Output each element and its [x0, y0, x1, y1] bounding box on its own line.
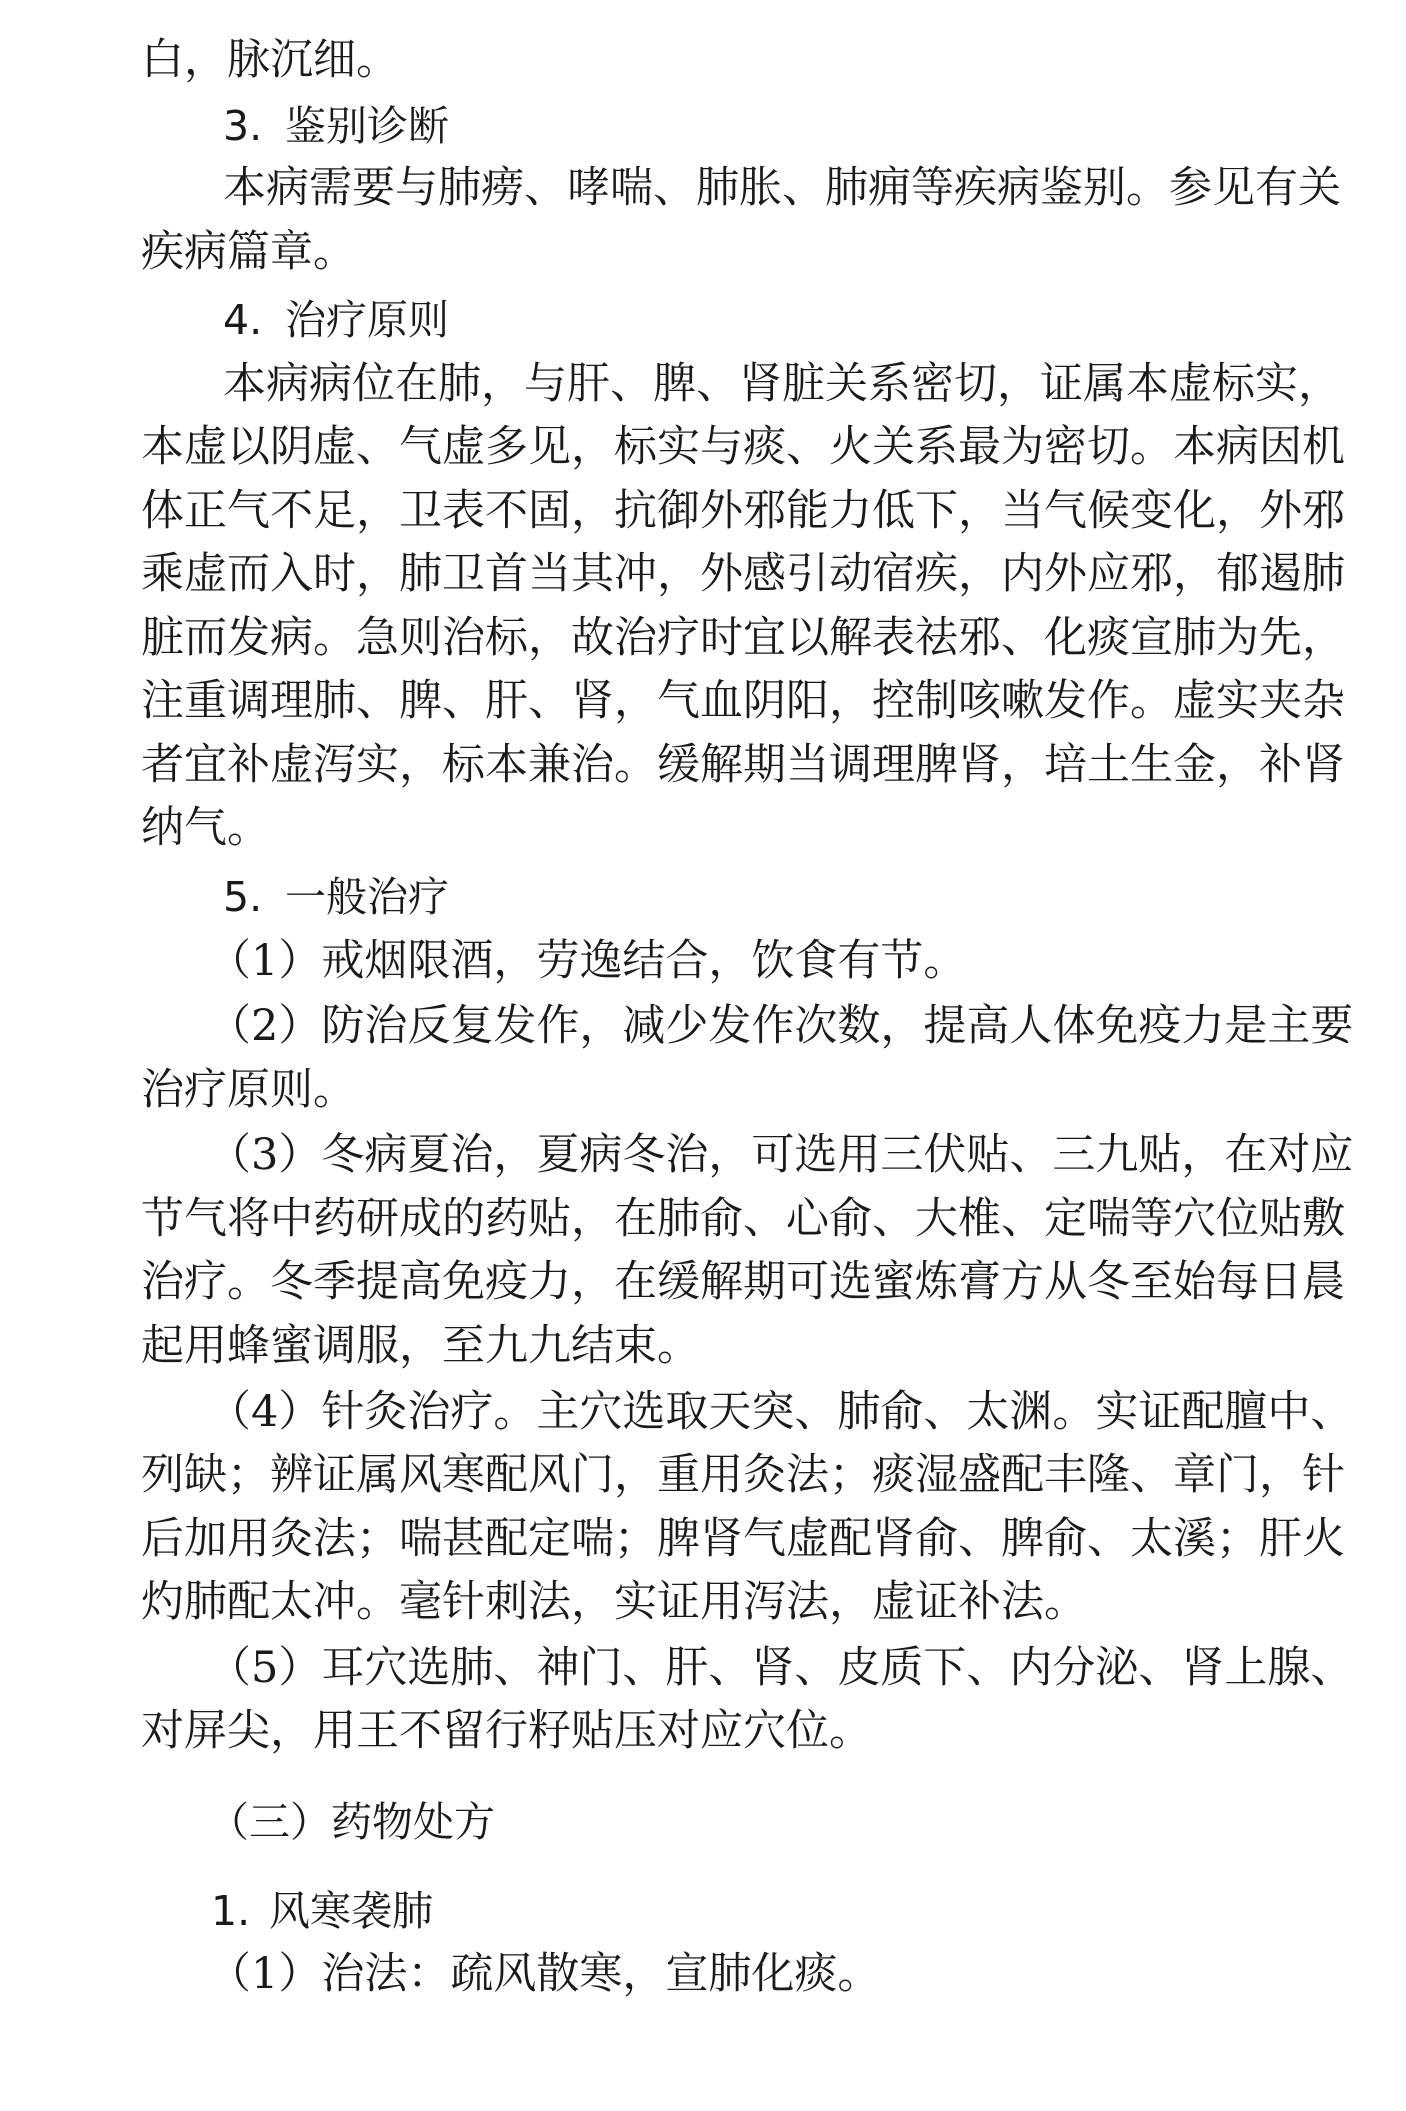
section-heading-treatment-principle [223, 288, 449, 352]
section-title: 鉴别诊断 [285, 102, 449, 150]
list-item-line: （1）治法：疏风散寒，宣肺化痰。 [208, 1949, 881, 1999]
paragraph-line: 体正气不足，卫表不固，抗御外邪能力低下，当气候变化，外邪 [141, 486, 1345, 536]
paragraph-line: 本病需要与肺痨、哮喘、肺胀、肺痈等疾病鉴别。参见有关 [223, 163, 1341, 213]
list-item-line: （1）戒烟限酒，劳逸结合，饮食有节。 [208, 936, 967, 986]
paragraph-line: 注重调理肺、脾、肝、肾，气血阴阳，控制咳嗽发作。虚实夹杂 [141, 676, 1345, 726]
list-item-line: 列缺；辨证属风寒配风门，重用灸法；痰湿盛配丰隆、章门，针 [141, 1450, 1345, 1500]
section-heading-differential-diagnosis [223, 94, 449, 158]
paragraph-line: 本虚以阴虚、气虚多见，标实与痰、火关系最为密切。本病因机 [141, 422, 1345, 472]
section-title: 一般治疗 [285, 873, 449, 921]
paragraph-line: 白，脉沉细。 [141, 35, 399, 85]
paragraph-line: 乘虚而入时，肺卫首当其冲，外感引动宿疾，内外应邪，郁遏肺 [141, 549, 1345, 599]
list-item-line: 治疗。冬季提高免疫力，在缓解期可选蜜炼膏方从冬至始每日晨 [141, 1257, 1345, 1307]
paragraph-line: 脏而发病。急则治标，故治疗时宜以解表祛邪、化痰宣肺为先， [141, 613, 1345, 663]
list-item-line: （4）针灸治疗。主穴选取天突、肺俞、太渊。实证配膻中、 [208, 1387, 1354, 1437]
list-item-line: 治疗原则。 [141, 1065, 356, 1115]
subsection-heading-wind-cold [211, 1879, 433, 1943]
paragraph-line: 者宜补虚泻实，标本兼治。缓解期当调理脾肾，培土生金，补肾 [141, 740, 1345, 790]
list-item-line: 灼肺配太冲。毫针刺法，实证用泻法，虚证补法。 [141, 1577, 1087, 1627]
paragraph-line: 疾病篇章。 [141, 227, 356, 277]
section-number: 1. [211, 1887, 251, 1935]
section-number: 5. [223, 873, 263, 921]
list-item-line: （2）防治反复发作，减少发作次数，提高人体免疫力是主要 [208, 1001, 1354, 1051]
list-item-line: （5）耳穴选肺、神门、肝、肾、皮质下、内分泌、肾上腺、 [208, 1643, 1354, 1693]
list-item-line: 后加用灸法；喘甚配定喘；脾肾气虚配肾俞、脾俞、太溪；肝火 [141, 1514, 1345, 1564]
paragraph-line: 本病病位在肺，与肝、脾、肾脏关系密切，证属本虚标实， [223, 359, 1341, 409]
list-item-line: 起用蜂蜜调服，至九九结束。 [141, 1321, 700, 1371]
section-number: 3. [223, 102, 263, 150]
list-item-line: 对屏尖，用王不留行籽贴压对应穴位。 [141, 1706, 872, 1756]
section-title: 风寒袭肺 [269, 1887, 433, 1935]
list-item-line: 节气将中药研成的药贴，在肺俞、心俞、大椎、定喘等穴位贴敷 [141, 1194, 1345, 1244]
list-item-line: （3）冬病夏治，夏病冬治，可选用三伏贴、三九贴，在对应 [208, 1130, 1354, 1180]
section-number: 4. [223, 296, 263, 344]
section-heading-general-treatment [223, 865, 449, 929]
paragraph-line: 纳气。 [141, 803, 270, 853]
section-title: 治疗原则 [285, 296, 449, 344]
part-heading-prescriptions: （三）药物处方 [208, 1798, 495, 1846]
